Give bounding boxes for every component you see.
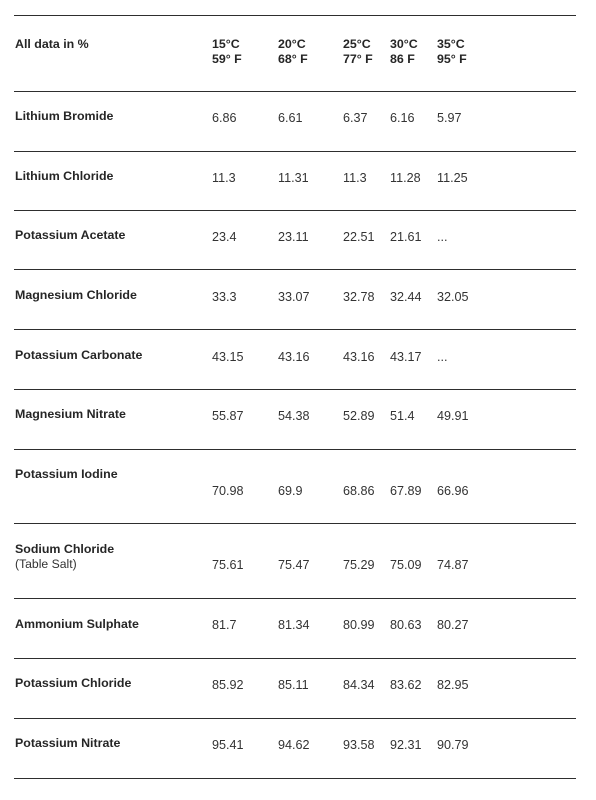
row-4-value-4: ... <box>437 350 448 364</box>
col-header-4 <box>437 37 467 67</box>
row-1-value-2: 11.3 <box>343 171 367 185</box>
row-5-value-2: 52.89 <box>343 409 375 423</box>
row-2-value-3: 21.61 <box>390 230 422 244</box>
rule-row-8 <box>14 658 576 659</box>
col-header-3-fahrenheit: 86 F <box>390 52 415 66</box>
rule-row-3 <box>14 329 576 330</box>
row-7-value-4: 74.87 <box>437 558 469 572</box>
row-8-value-0: 81.7 <box>212 618 237 632</box>
row-6-name: Potassium Iodine <box>15 467 118 481</box>
row-9-value-2: 84.34 <box>343 678 375 692</box>
col-header-2-celsius: 25°C <box>343 37 371 51</box>
row-1-value-4: 11.25 <box>437 171 468 185</box>
rule-row-6 <box>14 523 576 524</box>
row-10-name: Potassium Nitrate <box>15 736 121 750</box>
col-header-2-fahrenheit: 77° F <box>343 52 373 66</box>
row-3-value-0: 33.3 <box>212 290 237 304</box>
row-5-value-3: 51.4 <box>390 409 415 423</box>
row-7-value-0: 75.61 <box>212 558 244 572</box>
row-8-value-3: 80.63 <box>390 618 422 632</box>
col-header-3 <box>390 37 418 67</box>
row-0-value-2: 6.37 <box>343 111 368 125</box>
col-header-1-fahrenheit: 68° F <box>278 52 308 66</box>
rule-row-0 <box>14 151 576 152</box>
col-header-0-celsius: 15°C <box>212 37 240 51</box>
row-9-value-1: 85.11 <box>278 678 309 692</box>
row-5-name: Magnesium Nitrate <box>15 407 126 421</box>
row-1-value-3: 11.28 <box>390 171 421 185</box>
col-header-0-fahrenheit: 59° F <box>212 52 242 66</box>
row-0-value-1: 6.61 <box>278 111 303 125</box>
row-3-value-3: 32.44 <box>390 290 422 304</box>
col-header-0 <box>212 37 242 67</box>
rule-row-4 <box>14 389 576 390</box>
rule-row-7 <box>14 598 576 599</box>
col-header-1-celsius: 20°C <box>278 37 306 51</box>
row-7-value-2: 75.29 <box>343 558 375 572</box>
row-2-value-2: 22.51 <box>343 230 375 244</box>
row-0-value-4: 5.97 <box>437 111 462 125</box>
row-4-value-3: 43.17 <box>390 350 422 364</box>
rule-top <box>14 15 576 16</box>
row-0-value-3: 6.16 <box>390 111 415 125</box>
row-10-value-0: 95.41 <box>212 738 244 752</box>
rule-bottom <box>14 778 576 779</box>
row-10-value-1: 94.62 <box>278 738 310 752</box>
row-8-name: Ammonium Sulphate <box>15 617 139 631</box>
row-3-value-1: 33.07 <box>278 290 310 304</box>
row-4-value-1: 43.16 <box>278 350 310 364</box>
rule-row-2 <box>14 269 576 270</box>
row-6-value-4: 66.96 <box>437 484 469 498</box>
row-8-value-4: 80.27 <box>437 618 469 632</box>
col-header-3-celsius: 30°C <box>390 37 418 51</box>
row-9-value-0: 85.92 <box>212 678 244 692</box>
row-7-value-1: 75.47 <box>278 558 310 572</box>
row-6-value-3: 67.89 <box>390 484 422 498</box>
row-7-value-3: 75.09 <box>390 558 422 572</box>
row-4-value-0: 43.15 <box>212 350 244 364</box>
col-header-2 <box>343 37 373 67</box>
row-5-value-4: 49.91 <box>437 409 469 423</box>
row-9-value-3: 83.62 <box>390 678 422 692</box>
row-8-value-1: 81.34 <box>278 618 310 632</box>
row-9-value-4: 82.95 <box>437 678 469 692</box>
row-10-value-3: 92.31 <box>390 738 422 752</box>
row-2-name: Potassium Acetate <box>15 228 126 242</box>
row-2-value-4: ... <box>437 230 448 244</box>
row-9-name: Potassium Chloride <box>15 676 132 690</box>
row-10-value-4: 90.79 <box>437 738 469 752</box>
col-header-1 <box>278 37 308 67</box>
row-2-value-1: 23.11 <box>278 230 309 244</box>
row-1-name: Lithium Chloride <box>15 169 114 183</box>
row-6-value-0: 70.98 <box>212 484 244 498</box>
row-6-value-2: 68.86 <box>343 484 375 498</box>
row-3-value-4: 32.05 <box>437 290 469 304</box>
rule-row-5 <box>14 449 576 450</box>
rule-row-9 <box>14 718 576 719</box>
col-header-4-fahrenheit: 95° F <box>437 52 467 66</box>
row-10-value-2: 93.58 <box>343 738 375 752</box>
row-3-value-2: 32.78 <box>343 290 375 304</box>
row-6-value-1: 69.9 <box>278 484 303 498</box>
row-4-name: Potassium Carbonate <box>15 348 143 362</box>
row-8-value-2: 80.99 <box>343 618 375 632</box>
row-4-value-2: 43.16 <box>343 350 375 364</box>
row-1-value-1: 11.31 <box>278 171 309 185</box>
row-5-value-0: 55.87 <box>212 409 244 423</box>
col-header-4-celsius: 35°C <box>437 37 465 51</box>
corner-label: All data in % <box>15 37 89 51</box>
row-5-value-1: 54.38 <box>278 409 310 423</box>
row-7-name: Sodium Chloride <box>15 542 115 556</box>
rule-header-bottom <box>14 91 576 92</box>
row-3-name: Magnesium Chloride <box>15 288 137 302</box>
row-0-name: Lithium Bromide <box>15 109 114 123</box>
row-0-value-0: 6.86 <box>212 111 237 125</box>
row-7-note: (Table Salt) <box>15 557 77 571</box>
row-1-value-0: 11.3 <box>212 171 236 185</box>
rule-row-1 <box>14 210 576 211</box>
row-2-value-0: 23.4 <box>212 230 237 244</box>
